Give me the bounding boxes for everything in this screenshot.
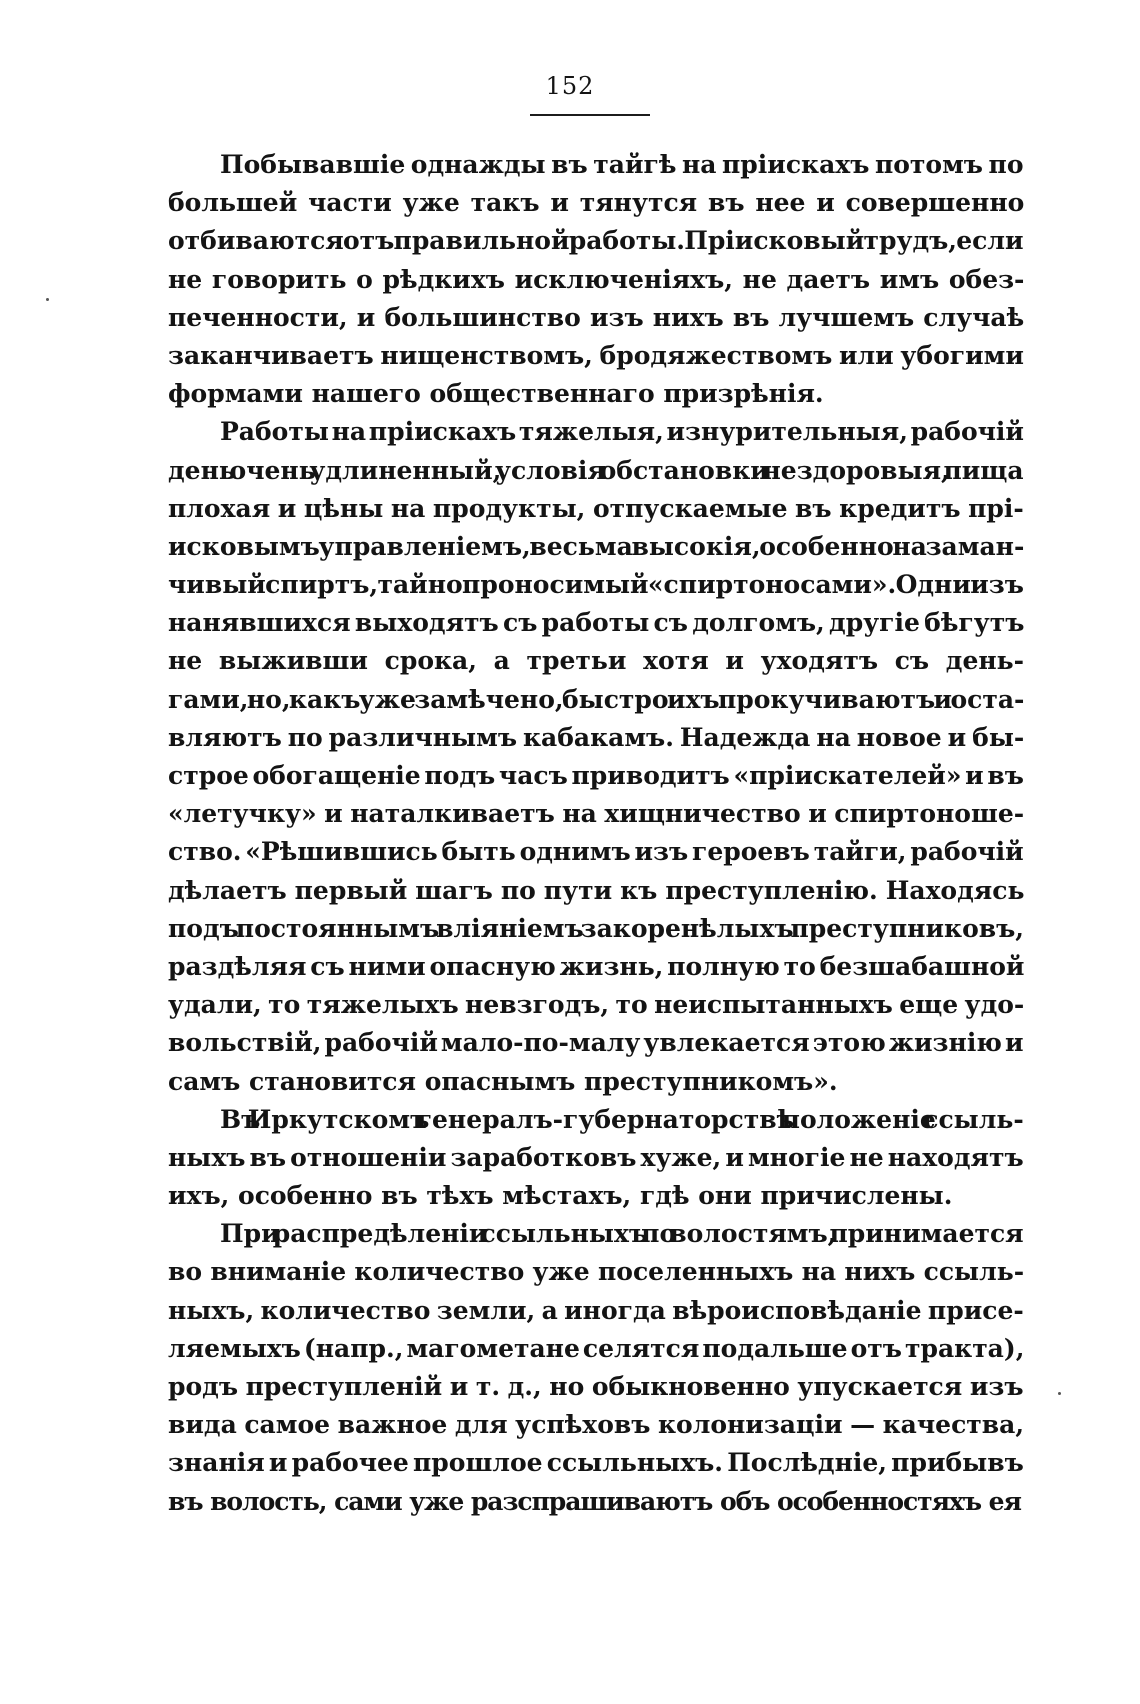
text-line: При распредѣленіи ссыльныхъ по волостямъ, принимается	[220, 1219, 1024, 1249]
text-line: во вниманіе количество уже поселенныхъ на нихъ ссыль-	[168, 1257, 1025, 1287]
text-line: ныхъ, количество земли, а иногда вѣроисповѣданіе присе-	[168, 1295, 1024, 1325]
text-line: ляемыхъ (напр., магометане селятся подальше отъ тракта),	[168, 1333, 1025, 1363]
margin-speck	[46, 298, 49, 301]
text-line: вида самое важное для успѣховъ колонизаціи — качества,	[168, 1410, 1025, 1440]
text-line: родъ преступленій и т. д., но обыкновенно упускается изъ	[168, 1372, 1024, 1401]
text-line: не говорить о рѣдкихъ исключеніяхъ, не даетъ имъ обез-	[168, 264, 1025, 294]
text-line: Побывавшіе однажды въ тайгѣ на пріискахъ потомъ по	[220, 150, 1024, 179]
text-line: «летучку» и наталкиваетъ на хищничество и спиртоноше-	[168, 799, 1025, 829]
paragraph	[168, 1101, 1024, 1216]
text-line: исковымъ управленіемъ, весьма высокія, особенно на заман-	[168, 531, 1025, 561]
text-line: гами, но, какъ уже замѣчено, быстро ихъ прокучиваютъ и оста-	[168, 684, 1025, 714]
text-line: ство. «Рѣшившись быть однимъ изъ героевъ тайги, рабочій	[168, 837, 1024, 867]
paragraph	[168, 146, 1024, 413]
text-line: самъ становится опаснымъ преступникомъ».	[168, 1066, 838, 1096]
text-line: подъ постояннымъ вліяніемъ закоренѣлыхъ преступниковъ,	[168, 913, 1025, 943]
text-line: строе обогащеніе подъ часъ приводитъ «пріискателей» и въ	[168, 761, 1024, 790]
text-line: нанявшихся выходятъ съ работы съ долгомъ, другіе бѣгутъ	[168, 608, 1025, 638]
body-text	[168, 146, 1024, 1521]
text-line: Работы на пріискахъ тяжелыя, изнурительныя, рабочій	[220, 417, 1024, 447]
text-line: заканчиваетъ нищенствомъ, бродяжествомъ или убогими	[168, 340, 1024, 370]
text-line: Въ Иркутскомъ генералъ-губернаторствѣ положеніе ссыль-	[220, 1104, 1024, 1134]
text-line: удали, то тяжелыхъ невзгодъ, то неиспытанныхъ еще удо-	[168, 990, 1025, 1020]
text-line: въ волость, сами уже разспрашиваютъ объ особенностяхъ ея	[168, 1486, 1021, 1516]
text-line: печенности, и большинство изъ нихъ въ лучшемъ случаѣ	[168, 302, 1025, 332]
text-line: дѣлаетъ первый шагъ по пути къ преступленію. Находясь	[168, 875, 1025, 905]
text-line: раздѣляя съ ними опасную жизнь, полную то безшабашной	[168, 951, 1025, 981]
margin-speck	[1058, 1392, 1061, 1395]
text-line: вольствій, рабочій мало-по-малу увлекается этою жизнію и	[168, 1028, 1024, 1058]
text-line: чивый спиртъ, тайно проносимый «спиртоносами». Одни изъ	[168, 570, 1024, 600]
page-number: 152	[545, 72, 595, 100]
header-rule	[530, 114, 650, 116]
text-line: не выживши срока, а третьи хотя и уходятъ съ день-	[168, 646, 1025, 676]
paragraph	[168, 413, 1024, 1100]
text-line: плохая и цѣны на продукты, отпускаемые въ кредитъ прі-	[168, 493, 1024, 523]
paragraph	[168, 1215, 1024, 1521]
text-line: знанія и рабочее прошлое ссыльныхъ. Послѣдніе, прибывъ	[168, 1448, 1024, 1478]
text-line: формами нашего общественнаго призрѣнія.	[168, 379, 824, 409]
text-line: ныхъ въ отношеніи заработковъ хуже, и многіе не находятъ	[168, 1142, 1024, 1172]
text-line: ихъ, особенно въ тѣхъ мѣстахъ, гдѣ они причислены.	[168, 1181, 953, 1211]
text-line: отбиваются отъ правильной работы. Пріисковый трудъ, если	[168, 226, 1024, 256]
text-line: большей части уже такъ и тянутся въ нее и совершенно	[168, 188, 1025, 218]
text-line: вляютъ по различнымъ кабакамъ. Надежда на новое и бы-	[168, 722, 1025, 752]
text-line: день очень удлиненный, условія обстановки нездоровыя, пища	[168, 455, 1024, 485]
